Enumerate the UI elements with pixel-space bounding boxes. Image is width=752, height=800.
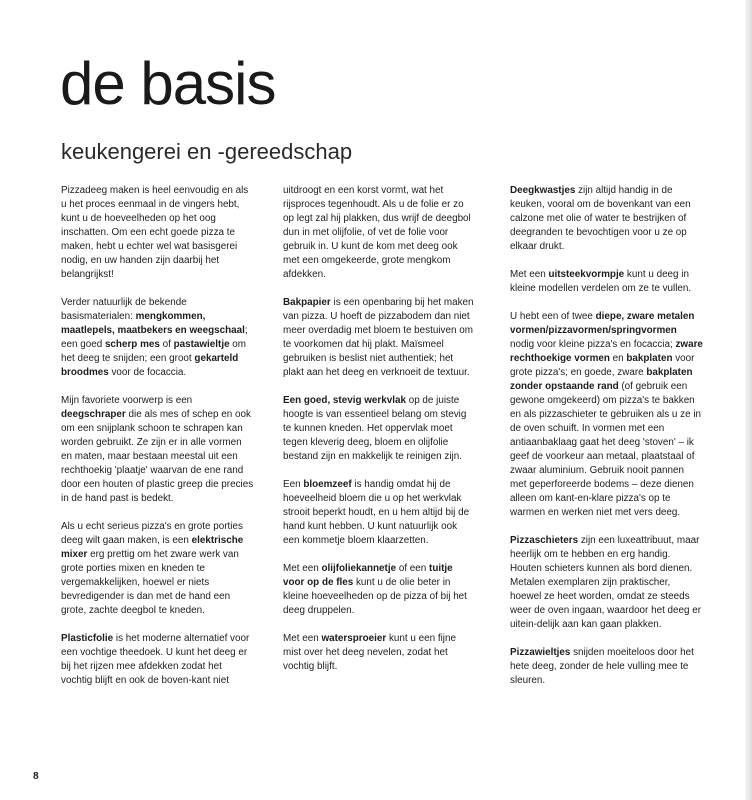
page-title: de basis: [60, 50, 276, 117]
page-edge-shadow: [745, 0, 752, 800]
paragraph: [283, 394, 476, 464]
bold-term: scherp mes: [104, 339, 160, 350]
paragraph: [510, 646, 703, 688]
paragraph: [510, 268, 703, 296]
bold-term: elektrische mixer: [61, 535, 244, 560]
column-2: [283, 184, 476, 688]
bold-term: olijfoliekannetje: [321, 563, 397, 574]
text-run: op de juiste hoogte is van essentieel belang om stevig te kunnen kneden. Het oppervlak moet tegen kleverig deeg, bloem en olijfolie bestand zijn en makkelijk te reinigen zijn.: [283, 395, 467, 462]
text-run: Verder natuurlijk de bekende basismaterialen:: [61, 297, 187, 322]
paragraph: [283, 632, 476, 674]
bold-term: uitsteekvormpje: [548, 269, 625, 280]
text-run: Als u echt serieus pizza's en grote porties deeg wilt gaan maken, is een: [61, 521, 243, 546]
paragraph: [283, 184, 476, 282]
bold-term: bakplaten: [626, 353, 673, 364]
bold-term: diepe, zware metalen vormen/pizzavormen/springvormen: [510, 311, 695, 336]
paragraph: [283, 296, 476, 380]
paragraph: [510, 534, 703, 632]
text-run: uitdroogt en een korst vormt, wat het rijsproces tegenhoudt. Als u de folie er zo op legt zal hij plakken, dus wrijf de deegbol dun in met olijfolie, of vet de folie voor gebruik in. U kunt de kom met deeg ook met een omgekeerde, grote mengkom afdekken.: [283, 185, 471, 280]
bold-term: tuitje voor op de fles: [283, 563, 453, 588]
bold-term: mengkommen, maatlepels, maatbekers en weegschaal: [61, 311, 245, 336]
bold-term: Deegkwastjes: [510, 185, 576, 196]
column-1: [61, 184, 254, 702]
paragraph: [510, 184, 703, 254]
text-run: is een openbaring bij het maken van pizza. U hoeft de pizzabodem dan niet meer overdadig met bloem te bestuiven om te voorkomen dat hij plakt. Maïsmeel gebruiken is beslist niet authentiek; het plakt aan het deeg en verknoeit de textuur.: [283, 297, 474, 378]
text-run: die als mes of schep en ook om een snijplank schoon te schrapen kan worden gebruikt. Ze zijn er in alle vormen en maten, maar bestaan meestal uit een rechthoekig 'plaatje' waarvan de ene rand door een houten of plastic greep die precies in de hand past is bedekt.: [61, 409, 254, 504]
text-run: of: [159, 339, 174, 350]
text-run: voor grote pizza's; en goede, zware: [510, 353, 695, 378]
text-run: en: [609, 353, 627, 364]
text-run: is handig omdat hij de hoeveelheid bloem die u op het werkvlak strooit beperkt houdt, en u hem altijd bij de hand kunt hebben. U kunt natuurlijk ook een kommetje bloem klaarzetten.: [283, 479, 470, 546]
text-run: U hebt een of twee: [510, 311, 596, 322]
paragraph: [283, 562, 476, 618]
text-run: Met een: [283, 563, 322, 574]
page-subtitle: keukengerei en -gereedschap: [61, 139, 353, 164]
column-3: [510, 184, 703, 702]
bold-term: deegschraper: [61, 409, 126, 420]
bold-term: gekarteld broodmes: [61, 353, 239, 378]
text-run: Pizzadeeg maken is heel eenvoudig en als u het proces eenmaal in de vingers hebt, kunt u de hoeveelheden op het oog inschatten. Om een echt goede pizza te maken, hebt u echter wel wat basisgerei nodig, en uw handen zijn daarbij het belangrijkst!: [61, 185, 249, 280]
paragraph: [61, 296, 254, 380]
text-run: Met een: [510, 269, 549, 280]
text-run: of een: [396, 563, 430, 574]
text-run: is het moderne alternatief voor een vochtige theedoek. U kunt het deeg er bij het rijzen mee afdekken zodat het vochtig blijft en ook de boven-kant niet: [61, 633, 250, 686]
text-run: snijden moeiteloos door het hete deeg, zonder de hele vulling mee te sleuren.: [510, 647, 694, 686]
text-run: kunt u de olie beter in kleine hoeveelheden op de pizza of bij het deeg druppelen.: [283, 577, 467, 616]
text-run: Een: [283, 479, 304, 490]
bold-term: Bakpapier: [283, 297, 331, 308]
bold-term: bloemzeef: [303, 479, 352, 490]
text-run: kunt u een fijne mist over het deeg nevelen, zodat het vochtig blijft.: [283, 633, 456, 672]
text-run: om het deeg te snijden; een groot: [61, 339, 247, 364]
bold-term: watersproeier: [321, 633, 387, 644]
text-run: ; een goed: [61, 325, 248, 350]
bold-term: pastawieltje: [173, 339, 230, 350]
text-run: (of gebruik een gewone omgekeerd) om pizza's te bakken en als pizzaschieter te gebruiken als u ze in de oven schuift. In vormen met een antiaanbaklaag gaat het deeg 'stoven' – ik geef de voorkeur aan metaal, plaatstaal of zwaar aluminium. Gebruik nooit pannen met geperforeerde bodems – deze dienen alleen om kant-en-klare pizza's op te warmen en werken niet met vers deeg.: [510, 381, 702, 518]
text-columns: [61, 184, 711, 764]
text-run: erg prettig om het zware werk van grote porties mixen en kneden te vergemakkelijken, hoewel er niets bevredigender is dan met de hand een grote, zachte deegbol te kneden.: [61, 549, 239, 616]
text-run: zijn een luxeattribuut, maar heerlijk om te hebben en erg handig. Houten schieters kunnen als bord dienen. Metalen exemplaren zijn praktischer, hoewel ze heet worden, omdat ze steeds weer de oven ingaan, waardoor het deeg er uitein-delijk aan kan gaan plakken.: [510, 535, 702, 630]
paragraph: [61, 394, 254, 506]
bold-term: Pizzawieltjes: [510, 647, 571, 658]
bold-term: zware rechthoekige vormen: [510, 339, 703, 364]
bold-term: bakplaten zonder opstaande rand: [510, 367, 693, 392]
bold-term: Pizzaschieters: [510, 535, 579, 546]
text-run: nodig voor kleine pizza's en focaccia;: [510, 339, 676, 350]
bold-term: Plasticfolie: [61, 633, 114, 644]
text-run: Mijn favoriete voorwerp is een: [61, 395, 193, 406]
text-run: zijn altijd handig in de keuken, vooral om de bovenkant van een calzone met olie of water te bestrijken of deegranden te bevochtigen voor u ze op elkaar drukt.: [510, 185, 691, 252]
text-run: voor de focaccia.: [108, 367, 187, 378]
paragraph: [61, 184, 254, 282]
bold-term: Een goed, stevig werkvlak: [283, 395, 406, 406]
paragraph: [61, 520, 254, 618]
paragraph: [61, 632, 254, 688]
paragraph: [510, 310, 703, 520]
text-run: kunt u deeg in kleine modellen verdelen om ze te vullen.: [510, 269, 692, 294]
paragraph: [283, 478, 476, 548]
page-number: 8: [33, 771, 39, 782]
text-run: Met een: [283, 633, 322, 644]
